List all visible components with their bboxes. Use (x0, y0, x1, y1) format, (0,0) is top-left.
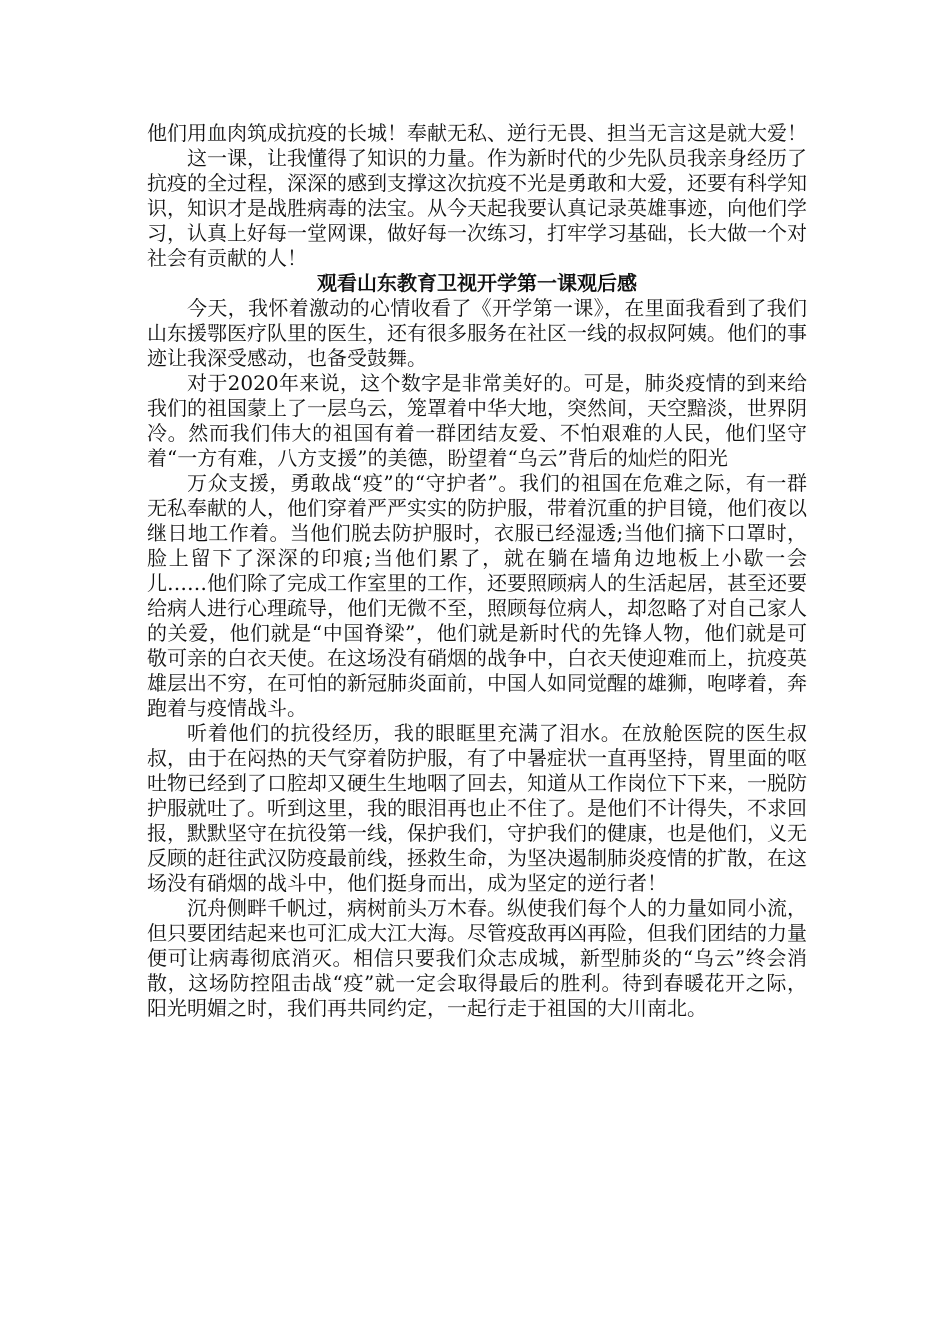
carryover-paragraph-2: 这一课，让我懂得了知识的力量。作为新时代的少先队员我亲身经历了抗疫的全过程，深深的感到支撑这次抗疫不光是勇敢和大爱，还要有科学知识，知识才是战胜病毒的法宝。从今天起我要认真记录英雄事迹，向他们学习，认真上好每一堂网课，做好每一次练习，打牢学习基础，长大做一个对社会有贡献的人！ (147, 146, 807, 270)
document-page (147, 121, 807, 1021)
section-heading: 观看山东教育卫视开学第一课观后感 (317, 271, 637, 295)
body-paragraph-4: 听着他们的抗役经历，我的眼眶里充满了泪水。在放舱医院的医生叔叔，由于在闷热的天气穿着防护服，有了中暑症状一直再坚持，胃里面的呕吐物已经到了口腔却又硬生生地咽了回去，知道从工作岗位下下来，一脱防护服就吐了。听到这里，我的眼泪再也止不住了。是他们不计得失，不求回报，默默坚守在抗役第一线，保护我们，守护我们的健康，也是他们，义无反顾的赶往武汉防疫最前线，拯救生命，为坚决遏制肺炎疫情的扩散，在这场没有硝烟的战斗中，他们挺身而出，成为坚定的逆行者！ (147, 721, 807, 895)
body-paragraph-5: 沉舟侧畔千帆过，病树前头万木春。纵使我们每个人的力量如同小流，但只要团结起来也可汇成大江大海。尽管疫敌再凶再险，但我们团结的力量便可让病毒彻底消灭。相信只要我们众志成城，新型肺炎的“乌云”终会消散，这场防控阻击战“疫”就一定会取得最后的胜利。待到春暖花开之际，阳光明媚之时，我们再共同约定，一起行走于祖国的大川南北。 (147, 896, 807, 1020)
body-paragraph-1: 今天，我怀着激动的心情收看了《开学第一课》，在里面我看到了我们山东援鄂医疗队里的医生，还有很多服务在社区一线的叔叔阿姨。他们的事迹让我深受感动，也备受鼓舞。 (147, 296, 807, 370)
carryover-paragraph-1: 他们用血肉筑成抗疫的长城！奉献无私、逆行无畏、担当无言这是就大爱！ (147, 121, 807, 145)
body-paragraph-3: 万众支援，勇敢战“疫”的“守护者”。我们的祖国在危难之际，有一群无私奉献的人，他们穿着严严实实的防护服，带着沉重的护目镜，他们夜以继日地工作着。当他们脱去防护服时，衣服已经湿透;当他们摘下口罩时，脸上留下了深深的印痕;当他们累了，就在躺在墙角边地板上小歇一会儿……他们除了完成工作室里的工作，还要照顾病人的生活起居，甚至还要给病人进行心理疏导，他们无微不至，照顾每位病人，却忽略了对自己家人的关爱，他们就是“中国脊梁”，他们就是新时代的先锋人物，他们就是可敬可亲的白衣天使。在这场没有硝烟的战争中，白衣天使迎难而上，抗疫英雄层出不穷，在可怕的新冠肺炎面前，中国人如同觉醒的雄狮，咆哮着，奔跑着与疫情战斗。 (147, 471, 807, 720)
body-paragraph-2: 对于2020年来说，这个数字是非常美好的。可是，肺炎疫情的到来给我们的祖国蒙上了一层乌云，笼罩着中华大地，突然间，天空黯淡，世界阴冷。然而我们伟大的祖国有着一群团结友爱、不怕艰难的人民，他们坚守着“一方有难，八方支援”的美德，盼望着“乌云”背后的灿烂的阳光 (147, 371, 807, 470)
